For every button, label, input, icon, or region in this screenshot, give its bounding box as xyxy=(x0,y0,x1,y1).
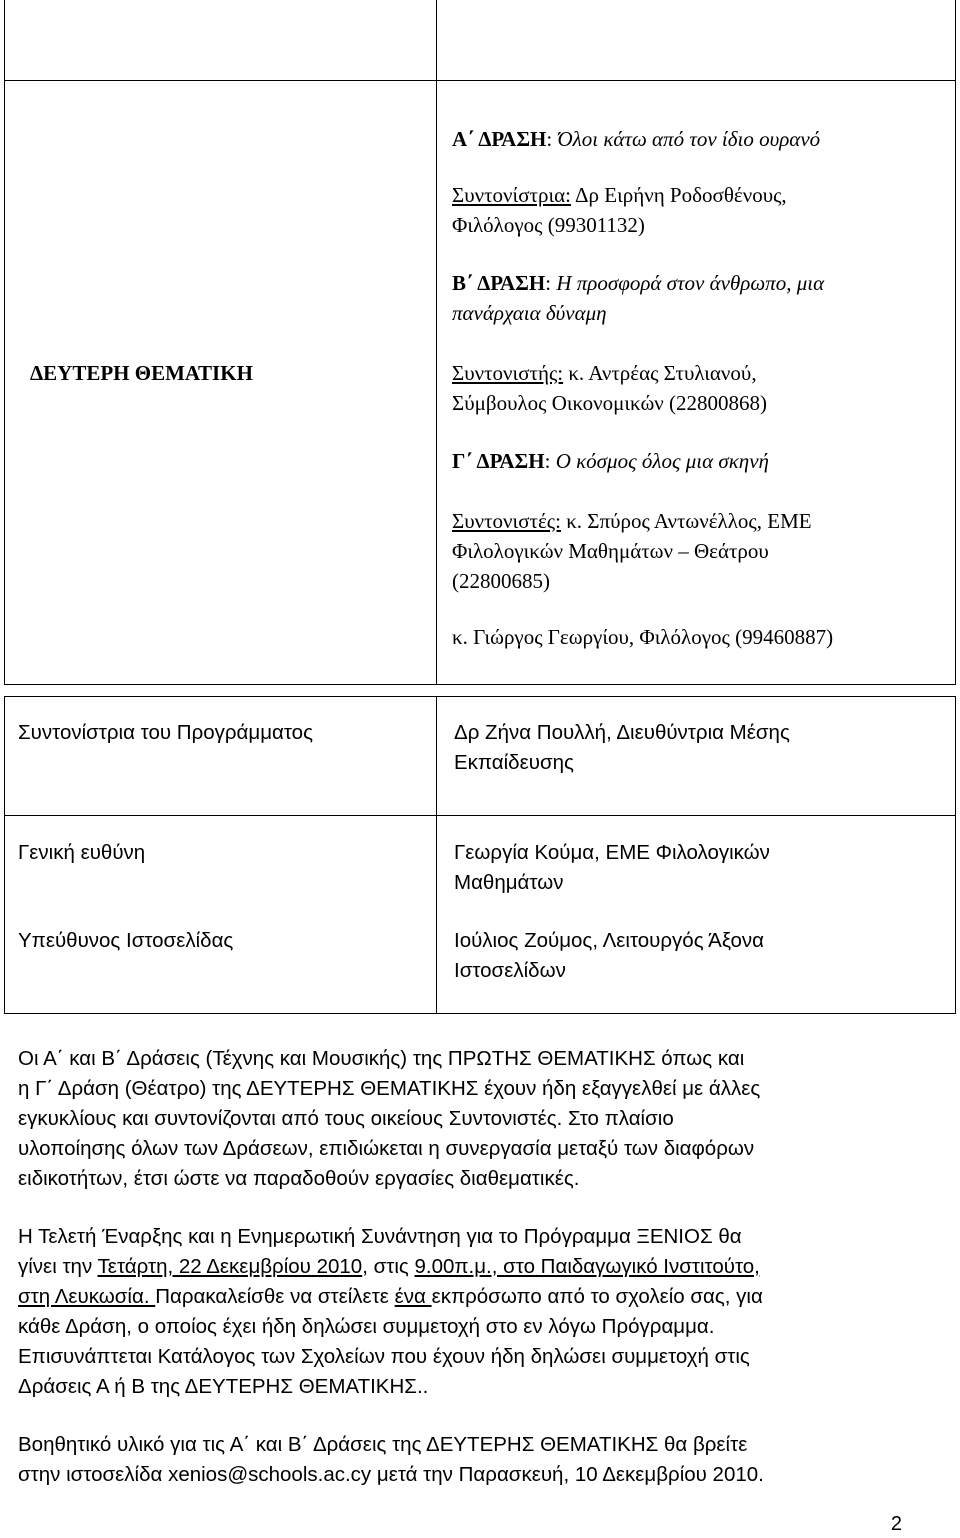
action-a-coord-line1: Δρ Ειρήνη Ροδοσθένους, xyxy=(570,183,787,207)
page-number: 2 xyxy=(890,1513,902,1535)
paragraph-actions-line: υλοποίησης όλων των Δράσεων, επιδιώκεται η συνεργασία μεταξύ των διαφόρων xyxy=(18,1137,755,1160)
action-b-coord-line1: κ. Αντρέας Στυλιανού, xyxy=(563,361,757,385)
web-manager-label: Υπεύθυνος Ιστοσελίδας xyxy=(18,929,234,952)
table-bottom-hline xyxy=(4,815,956,816)
program-coordinator-label: Συντονίστρια του Προγράμματος xyxy=(18,721,313,744)
action-a-prefix: Α΄ ΔΡΑΣΗ xyxy=(452,127,547,151)
general-responsibility-label: Γενική ευθύνη xyxy=(18,841,146,864)
paragraph-ceremony-line: Η Τελετή Έναρξης και η Ενημερωτική Συνάντηση για το Πρόγραμμα ΞΕΝΙΟΣ θα xyxy=(18,1225,742,1248)
text-run: Παρακαλείσθε να στείλετε xyxy=(155,1285,395,1308)
table-bottom-middle-border xyxy=(436,696,437,1013)
action-c-sep: : xyxy=(544,449,556,473)
action-b-coord-line2: Σύμβουλος Οικονομικών (22800868) xyxy=(452,391,767,415)
paragraph-support-line: στην ιστοσελίδα xenios@schools.ac.cy μετά την Παρασκευή, 10 Δεκεμβρίου 2010. xyxy=(18,1463,764,1486)
action-c-coord-line3: (22800685) xyxy=(452,569,550,593)
table-top-right-border xyxy=(955,0,956,684)
paragraph-ceremony-line xyxy=(18,1252,918,1282)
ceremony-time-place: 9.00π.μ., στο Παιδαγωγικό Ινστιτούτο, xyxy=(414,1255,760,1278)
text-run: γίνει την xyxy=(18,1255,98,1278)
paragraph-actions-line: ειδικοτήτων, έτσι ώστε να παραδοθούν εργασίες διαθεματικές. xyxy=(18,1167,580,1190)
action-b-coord-label: Συντονιστής: xyxy=(452,361,564,385)
table-top-middle-border xyxy=(436,0,437,684)
one-representative: ένα xyxy=(394,1285,432,1308)
program-coordinator-line2: Εκπαίδευσης xyxy=(454,751,574,774)
ceremony-city: στη Λευκωσία. xyxy=(18,1285,156,1308)
paragraph-support-material xyxy=(18,1430,918,1490)
action-a-coord-line2: Φιλόλογος (99301132) xyxy=(452,213,645,237)
table-bottom-bottom-border xyxy=(4,1013,956,1014)
action-c-coord-line4: κ. Γιώργος Γεωργίου, Φιλόλογος (99460887) xyxy=(452,625,834,649)
action-b-coordinator xyxy=(452,358,757,388)
program-coordinator-line1: Δρ Ζήνα Πουλλή, Διευθύντρια Μέσης xyxy=(454,721,790,744)
table-bottom-left-border xyxy=(4,696,5,1013)
action-c-coord-line1: κ. Σπύρος Αντωνέλλος, ΕΜΕ xyxy=(560,509,812,533)
table-top-hline xyxy=(4,80,956,81)
paragraph-ceremony-line: κάθε Δράση, ο οποίος έχει ήδη δηλώσει συμμετοχή στο εν λόγω Πρόγραμμα. xyxy=(18,1315,715,1338)
paragraph-support-line: Βοηθητικό υλικό για τις Α΄ και Β΄ Δράσεις της ΔΕΥΤΕΡΗΣ ΘΕΜΑΤΙΚΗΣ θα βρείτε xyxy=(18,1433,748,1456)
action-c-coord-label: Συντονιστές: xyxy=(452,509,561,533)
action-a-title: Όλοι κάτω από τον ίδιο ουρανό xyxy=(557,127,821,151)
text-run: , στις xyxy=(362,1255,415,1278)
ceremony-date: Τετάρτη, 22 Δεκεμβρίου 2010 xyxy=(97,1255,363,1278)
action-b-sep: : xyxy=(545,271,557,295)
action-b-title-line1: Η προσφορά στον άνθρωπο, μια xyxy=(556,271,825,295)
action-a-coord-label: Συντονίστρια: xyxy=(452,183,571,207)
action-b-prefix: Β΄ ΔΡΑΣΗ xyxy=(452,271,546,295)
paragraph-ceremony-line: Δράσεις Α ή Β της ΔΕΥΤΕΡΗΣ ΘΕΜΑΤΙΚΗΣ.. xyxy=(18,1375,429,1398)
thematic-label: ΔΕΥΤΕΡΗ ΘΕΜΑΤΙΚΗ xyxy=(30,361,253,385)
action-b-title-line2: πανάρχαια δύναμη xyxy=(452,301,607,325)
table-bottom-top-border xyxy=(4,696,956,697)
web-manager-line1: Ιούλιος Ζούμος, Λειτουργός Άξονα xyxy=(454,929,764,952)
action-b-heading xyxy=(452,268,824,298)
paragraph-actions-line: Οι Α΄ και Β΄ Δράσεις (Τέχνης και Μουσικής) της ΠΡΩΤΗΣ ΘΕΜΑΤΙΚΗΣ όπως και xyxy=(18,1047,745,1070)
text-run: εκπρόσωπο από το σχολείο σας, για xyxy=(431,1285,763,1308)
paragraph-actions-line: η Γ΄ Δράση (Θέατρο) της ΔΕΥΤΕΡΗΣ ΘΕΜΑΤΙΚΗΣ έχουν ήδη εξαγγελθεί με άλλες xyxy=(18,1077,761,1100)
action-c-coordinator xyxy=(452,506,812,536)
paragraph-actions-line: εγκυκλίους και συντονίζονται από τους οικείους Συντονιστές. Στο πλαίσιο xyxy=(18,1107,674,1130)
table-top-left-border xyxy=(4,0,5,684)
web-manager-line2: Ιστοσελίδων xyxy=(454,959,566,982)
general-responsibility-line1: Γεωργία Κούμα, ΕΜΕ Φιλολογικών xyxy=(454,841,770,864)
table-bottom-right-border xyxy=(955,696,956,1013)
action-a-coordinator xyxy=(452,180,787,210)
general-responsibility-line2: Μαθημάτων xyxy=(454,871,564,894)
action-c-coord-line2: Φιλολογικών Μαθημάτων – Θεάτρου xyxy=(452,539,769,563)
paragraph-ceremony-line xyxy=(18,1282,918,1312)
action-a-heading xyxy=(452,124,820,154)
action-c-title: Ο κόσμος όλος μια σκηνή xyxy=(555,449,769,473)
action-a-sep: : xyxy=(546,127,558,151)
paragraph-ceremony-line: Επισυνάπτεται Κατάλογος των Σχολείων που έχουν ήδη δηλώσει συμμετοχή στις xyxy=(18,1345,750,1368)
action-c-heading xyxy=(452,446,769,476)
action-c-prefix: Γ΄ ΔΡΑΣΗ xyxy=(452,449,545,473)
paragraph-actions xyxy=(18,1044,918,1194)
table-top-bottom-border xyxy=(4,684,956,685)
paragraph-ceremony xyxy=(18,1222,918,1402)
